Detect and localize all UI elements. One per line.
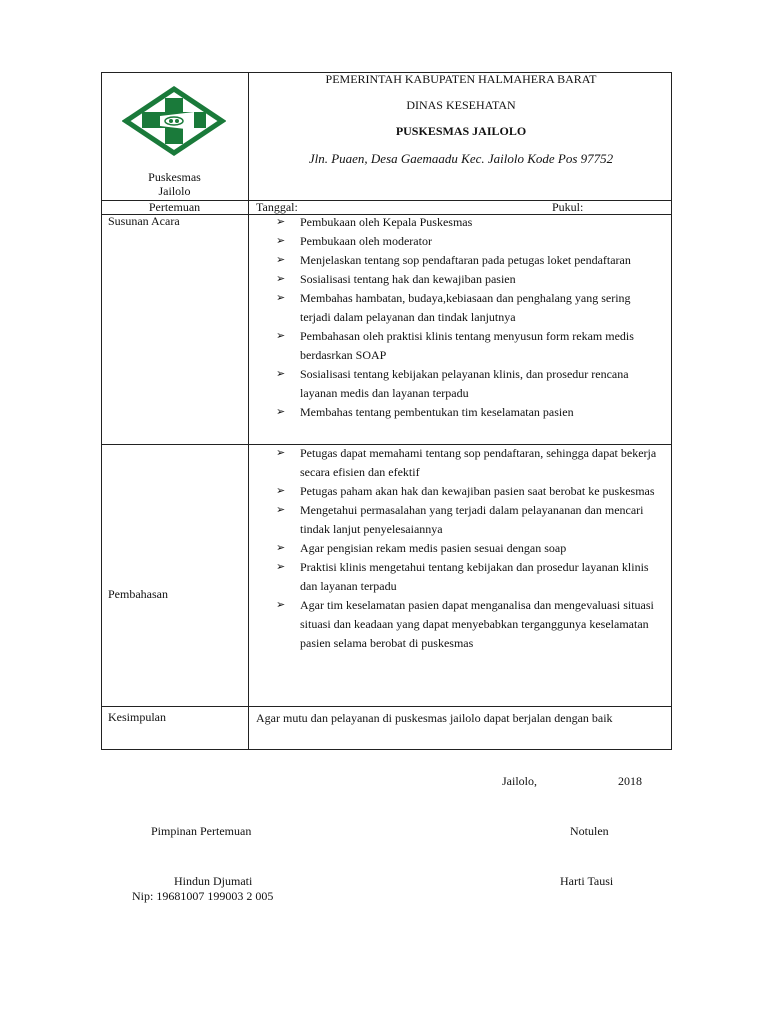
puskesmas-logo (122, 86, 226, 156)
logo-caption-line1: Puskesmas (148, 170, 201, 184)
list-item: ➢ Mengetahui permasalahan yang terjadi dalam pelayananan dan mencari tindak lanjut penyelesaiannya (276, 503, 644, 536)
arrow-bullet-icon: ➢ (276, 406, 286, 418)
arrow-bullet-icon: ➢ (276, 216, 286, 228)
notulen-name: Harti Tausi (560, 874, 614, 888)
table-divider-pembahasan (101, 706, 672, 707)
arrow-bullet-icon: ➢ (276, 292, 286, 304)
arrow-bullet-icon: ➢ (276, 330, 286, 342)
list-item: ➢ Petugas paham akan hak dan kewajiban pasien saat berobat ke puskesmas (272, 482, 662, 501)
list-item: ➢ Sosialisasi tentang kebijakan pelayanan klinis, dan prosedur rencana layanan medis dan layanan terpadu (276, 367, 629, 400)
arrow-bullet-icon: ➢ (276, 368, 286, 380)
list-item: ➢ Pembahasan oleh praktisi klinis tentang menyusun form rekam medis berdasrkan SOAP (276, 329, 634, 362)
arrow-bullet-icon: ➢ (276, 599, 286, 611)
notulen-role: Notulen (570, 824, 609, 838)
list-item: ➢ Membahas hambatan, budaya,kebiasaan dan penghalang yang sering terjadi dalam pelayanan dan tindak lanjutnya (276, 291, 631, 324)
header-department: DINAS KESEHATAN (406, 98, 516, 112)
chair-role: Pimpinan Pertemuan (151, 824, 252, 838)
pukul-label: Pukul: (552, 200, 584, 214)
pertemuan-label: Pertemuan (148, 200, 201, 214)
arrow-bullet-icon: ➢ (276, 485, 286, 497)
list-item: ➢ Petugas dapat memahami tentang sop pendaftaran, sehingga dapat bekerja secara efisien dan efektif (276, 446, 657, 479)
kesimpulan-label: Kesimpulan (108, 710, 166, 724)
list-item: ➢ Agar pengisian rekam medis pasien sesuai dengan soap (272, 539, 662, 558)
susunan-acara-label: Susunan Acara (108, 214, 180, 228)
arrow-bullet-icon: ➢ (276, 273, 286, 285)
pembahasan-list (272, 444, 662, 653)
list-item: ➢ Pembukaan oleh Kepala Puskesmas (272, 213, 662, 232)
chair-name: Hindun Djumati (174, 874, 253, 888)
pembahasan-label: Pembahasan (108, 587, 168, 601)
header-address: Jln. Puaen, Desa Gaemaadu Kec. Jailolo Kode Pos 97752 (308, 151, 614, 166)
header-puskesmas-name: PUSKESMAS JAILOLO (395, 124, 527, 138)
arrow-bullet-icon: ➢ (276, 504, 286, 516)
arrow-bullet-icon: ➢ (276, 542, 286, 554)
chair-nip: Nip: 19681007 199003 2 005 (132, 889, 274, 903)
table-border-bottom (101, 749, 672, 750)
puskesmas-logo-icon (122, 86, 226, 156)
logo-caption-line2: Jailolo (158, 184, 191, 198)
arrow-bullet-icon: ➢ (276, 254, 286, 266)
arrow-bullet-icon: ➢ (276, 561, 286, 573)
kesimpulan-text: Agar mutu dan pelayanan di puskesmas jailolo dapat berjalan dengan baik (256, 711, 613, 725)
arrow-bullet-icon: ➢ (276, 447, 286, 459)
header-government: PEMERINTAH KABUPATEN HALMAHERA BARAT (325, 72, 597, 86)
table-divider-column (248, 72, 249, 750)
list-item: ➢ Sosialisasi tentang hak dan kewajiban pasien (272, 270, 662, 289)
list-item: ➢ Agar tim keselamatan pasien dapat menganalisa dan mengevaluasi situasi situasi dan keadaan yang dapat menyebabkan terganggunya keselamatan pasien selama berobat di puskesmas (276, 598, 654, 650)
signature-place: Jailolo, (502, 774, 537, 788)
tanggal-label: Tanggal: (256, 200, 298, 214)
list-item: ➢ Membahas tentang pembentukan tim keselamatan pasien (272, 403, 662, 422)
susunan-acara-list (272, 213, 662, 422)
arrow-bullet-icon: ➢ (276, 235, 286, 247)
list-item: ➢ Praktisi klinis mengetahui tentang kebijakan dan prosedur layanan klinis dan layanan terpadu (276, 560, 649, 593)
list-item: ➢ Pembukaan oleh moderator (272, 232, 662, 251)
list-item: ➢ Menjelaskan tentang sop pendaftaran pada petugas loket pendaftaran (272, 251, 662, 270)
table-border-right (671, 72, 672, 750)
signature-year: 2018 (618, 774, 642, 788)
